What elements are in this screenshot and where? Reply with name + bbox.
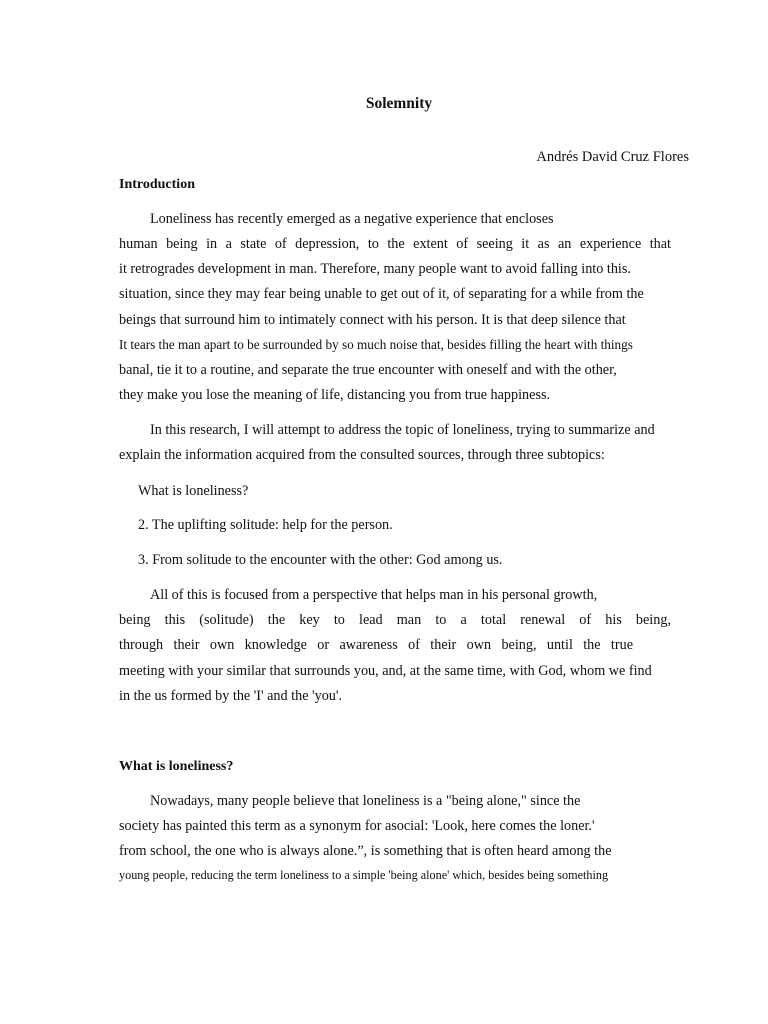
paragraph-line: Nowadays, many people believe that loneliness is a "being alone," since the: [150, 793, 581, 809]
paragraph-line: explain the information acquired from the consulted sources, through three subtopics:: [119, 447, 605, 463]
paragraph-line: Loneliness has recently emerged as a negative experience that encloses: [150, 211, 554, 227]
author-name: Andrés David Cruz Flores: [536, 149, 689, 165]
paragraph-line: through their own knowledge or awareness of their own being, until the true: [119, 637, 633, 653]
subtopic-item: What is loneliness?: [138, 483, 249, 499]
paragraph-line: from school, the one who is always alone.”, is something that is often heard among the: [119, 843, 612, 859]
paragraph-line: In this research, I will attempt to address the topic of loneliness, trying to summarize and: [150, 422, 655, 438]
paragraph-line: society has painted this term as a synonym for asocial: 'Look, here comes the loner.': [119, 818, 595, 834]
paragraph-line: being this (solitude) the key to lead man to a total renewal of his being,: [119, 612, 671, 628]
paragraph-line: human being in a state of depression, to the extent of seeing it as an experience that: [119, 236, 671, 252]
subtopic-item: 2. The uplifting solitude: help for the person.: [138, 517, 393, 533]
paragraph-line: beings that surround him to intimately connect with his person. It is that deep silence that: [119, 312, 626, 328]
subtopic-item: 3. From solitude to the encounter with the other: God among us.: [138, 552, 503, 568]
document-title: Solemnity: [365, 95, 433, 112]
paragraph-line: in the us formed by the 'I' and the 'you'.: [119, 688, 342, 704]
paragraph-line: they make you lose the meaning of life, distancing you from true happiness.: [119, 387, 551, 403]
paragraph-line: situation, since they may fear being unable to get out of it, of separating for a while from the: [119, 286, 644, 302]
paragraph-line: banal, tie it to a routine, and separate the true encounter with oneself and with the other,: [119, 362, 617, 378]
heading-what-is-loneliness: What is loneliness?: [119, 759, 234, 774]
paragraph-line: it retrogrades development in man. Therefore, many people want to avoid falling into this.: [119, 261, 631, 277]
paragraph-line: It tears the man apart to be surrounded by so much noise that, besides filling the heart with things: [119, 337, 633, 352]
heading-introduction: Introduction: [119, 177, 195, 192]
paragraph-line: young people, reducing the term loneliness to a simple 'being alone' which, besides being something: [119, 868, 609, 882]
paragraph-line: All of this is focused from a perspective that helps man in his personal growth,: [150, 587, 598, 603]
paragraph-line: meeting with your similar that surrounds you, and, at the same time, with God, whom we find: [119, 663, 652, 679]
